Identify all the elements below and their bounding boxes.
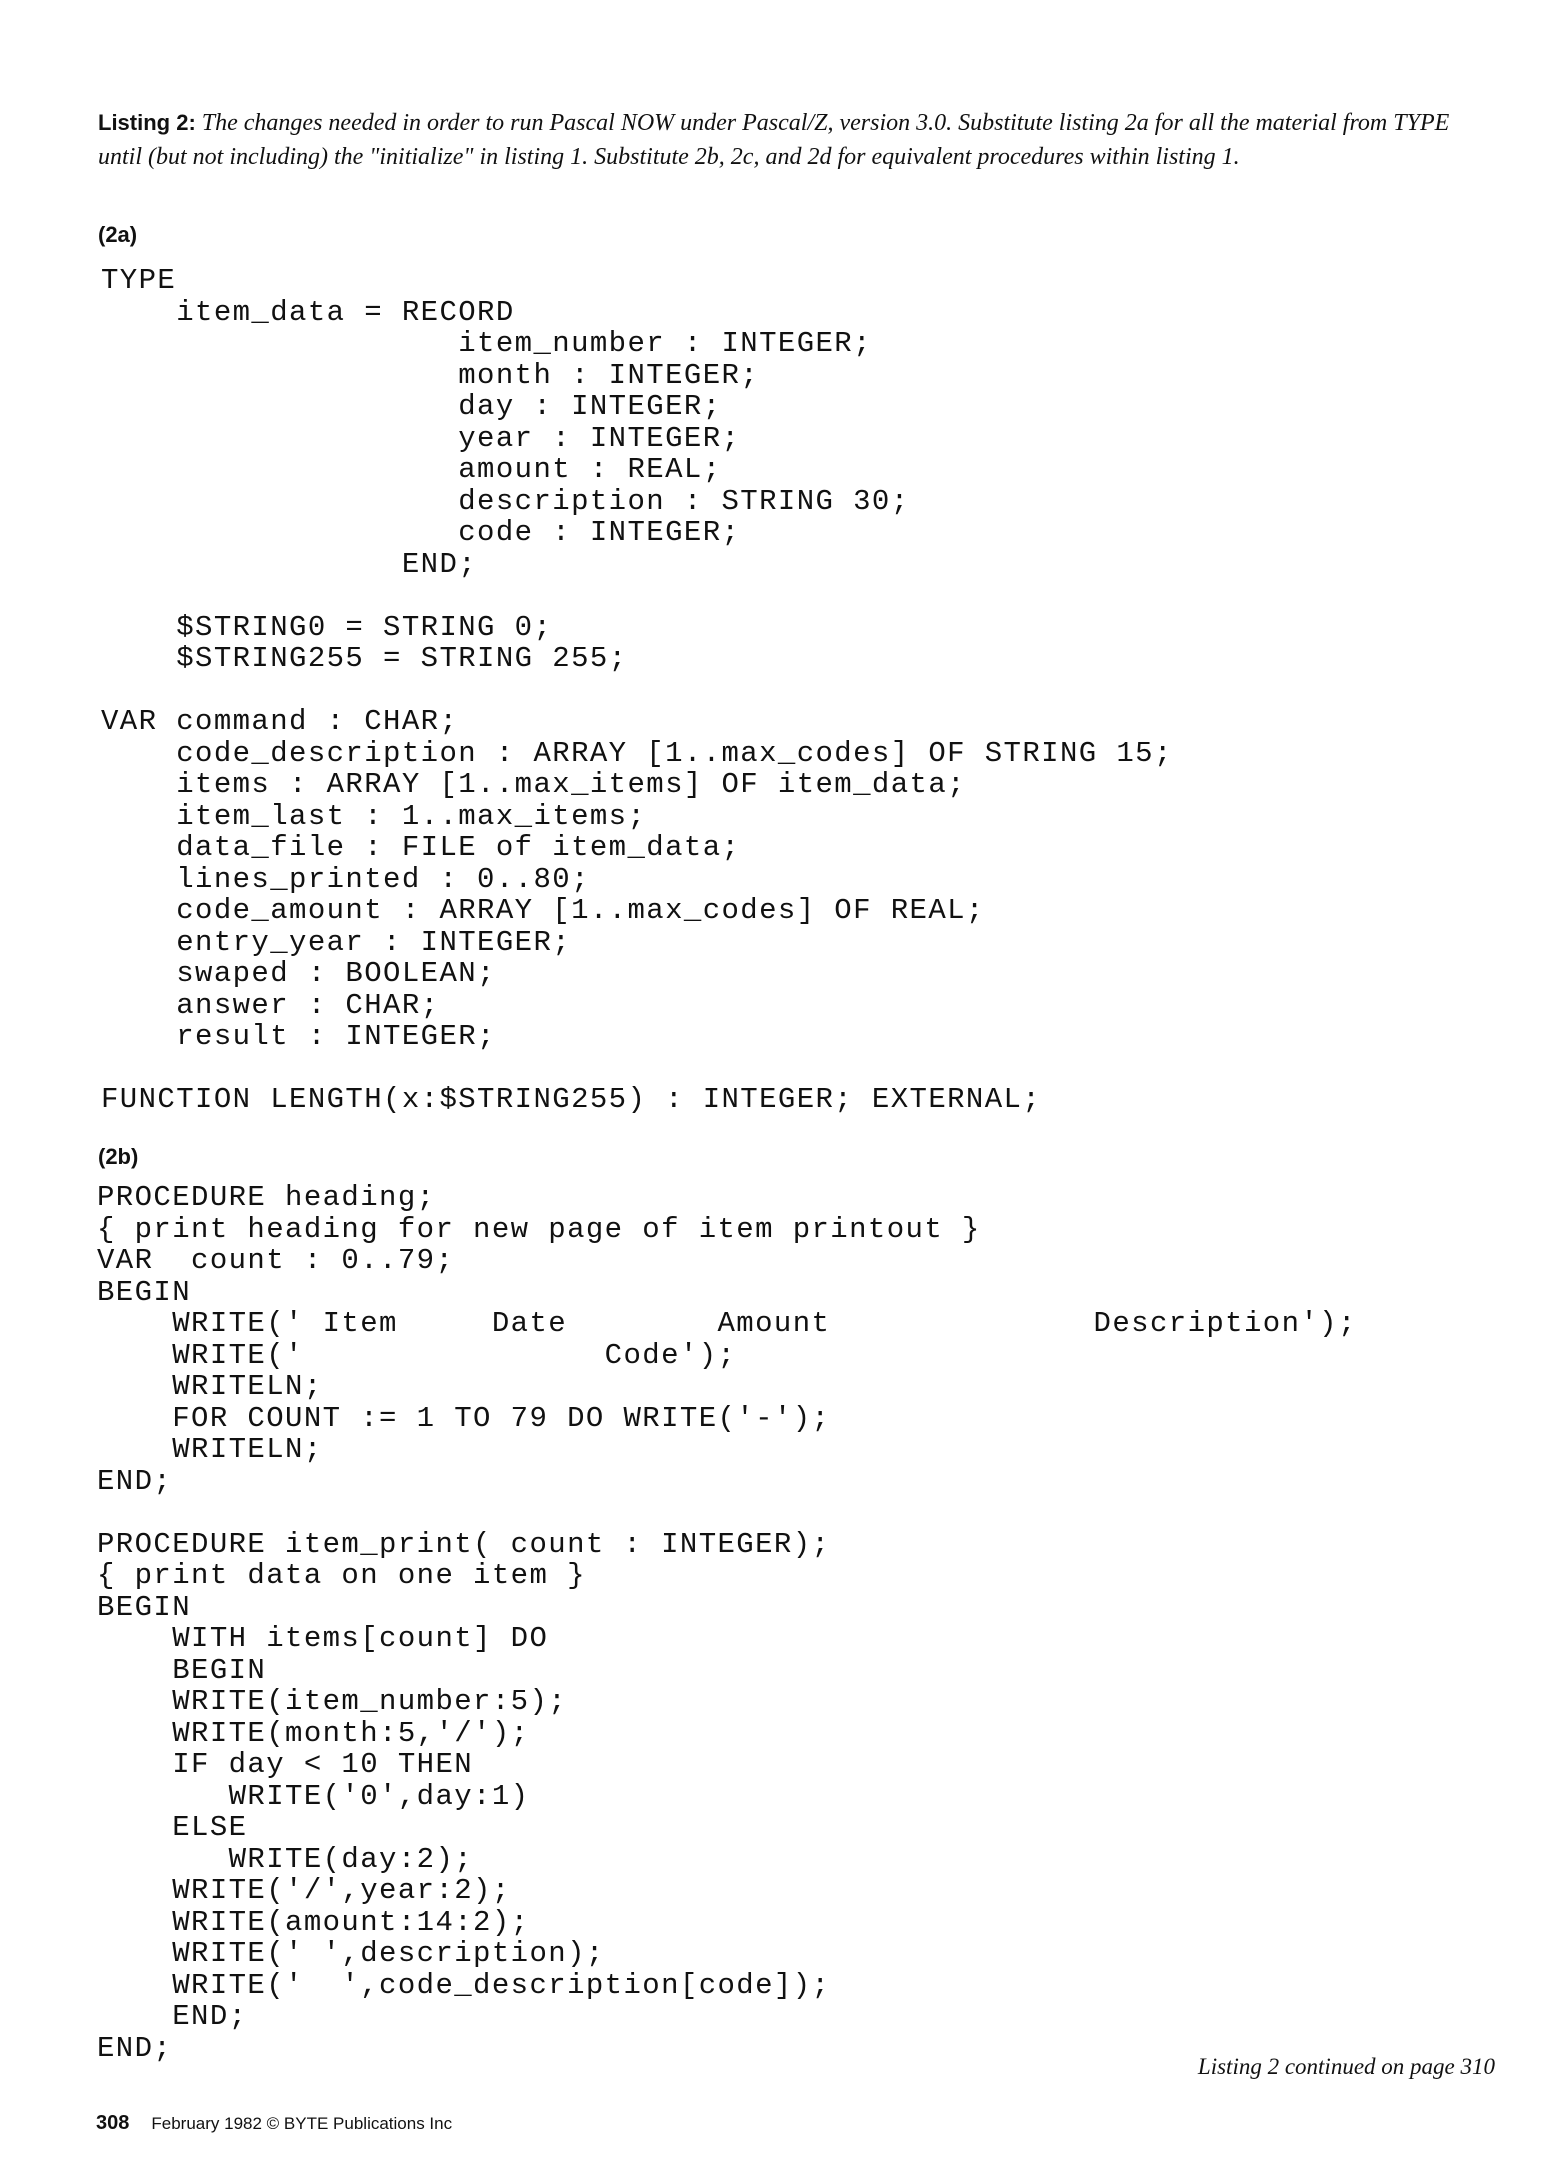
code-line: description : STRING 30;: [101, 484, 910, 518]
code-line: $STRING0 = STRING 0;: [101, 610, 553, 644]
code-line: END;: [101, 547, 478, 581]
code-line: IF day < 10 THEN: [97, 1748, 474, 1781]
footer-text: February 1982 © BYTE Publications Inc: [151, 2114, 453, 2133]
code-line: WRITE(amount:14:2);: [97, 1905, 530, 1939]
code-line: BEGIN: [97, 1590, 192, 1624]
section-label-2b: (2b): [98, 1144, 139, 1169]
code-line: PROCEDURE item_print( count : INTEGER);: [97, 1527, 831, 1561]
code-line: item_last : 1..max_items;: [101, 799, 647, 833]
code-line: BEGIN: [97, 1275, 192, 1309]
code-line: $STRING255 = STRING 255;: [101, 642, 628, 675]
code-line: { print data on one item }: [97, 1559, 586, 1592]
listing-caption: [98, 106, 1493, 174]
code-line: lines_printed : 0..80;: [101, 862, 590, 896]
code-line: WRITELN;: [97, 1370, 323, 1403]
code-line: FUNCTION LENGTH(x:$STRING255) : INTEGER; EXTERNAL;: [101, 1083, 1042, 1116]
code-line: WRITE(day:2);: [97, 1842, 474, 1876]
code-line: swaped : BOOLEAN;: [101, 957, 496, 990]
caption-lead: Listing 2:: [98, 110, 196, 135]
code-line: WRITE(' Item Date Amount Description');: [97, 1307, 1357, 1340]
code-line: amount : REAL;: [101, 453, 722, 486]
code-line: WRITE(month:5,'/');: [97, 1716, 530, 1750]
page-footer: [96, 2112, 452, 2135]
code-line: WRITELN;: [97, 1433, 323, 1466]
code-line: VAR count : 0..79;: [97, 1244, 455, 1277]
page-number: 308: [96, 2112, 130, 2134]
code-line: { print heading for new page of item printout }: [97, 1212, 981, 1246]
code-line: month : INTEGER;: [101, 358, 760, 392]
section-label-2a: (2a): [98, 222, 138, 247]
code-line: WRITE(' ',description);: [97, 1937, 605, 1970]
continued-note: Listing 2 continued on page 310: [1197, 2054, 1495, 2079]
code-line: END;: [97, 2000, 248, 2033]
code-line: entry_year : INTEGER;: [101, 925, 572, 959]
code-line: code_amount : ARRAY [1..max_codes] OF REAL;: [101, 894, 985, 927]
code-line: FOR COUNT := 1 TO 79 DO WRITE('-');: [97, 1401, 831, 1435]
caption-text: The changes needed in order to run Pascal NOW under Pascal/Z, version 3.0. Substitute listing 2a for all the material from TYPE until (but not including) the "initialize" in listing 1. Substitute 2b, 2c, and 2d for equivalent procedures within listing 1.: [98, 110, 1450, 170]
code-line: items : ARRAY [1..max_items] OF item_data;: [101, 768, 966, 801]
code-line: WRITE('/',year:2);: [97, 1874, 511, 1907]
code-listing-2a: [101, 265, 1173, 1116]
code-line: answer : CHAR;: [101, 988, 440, 1022]
code-line: code : INTEGER;: [101, 516, 741, 549]
code-line: VAR command : CHAR;: [101, 705, 459, 738]
code-line: WRITE(item_number:5);: [97, 1685, 568, 1718]
code-line: year : INTEGER;: [101, 421, 741, 455]
code-line: TYPE: [101, 264, 177, 297]
code-line: result : INTEGER;: [101, 1020, 496, 1053]
code-line: day : INTEGER;: [101, 390, 722, 423]
code-line: code_description : ARRAY [1..max_codes] OF STRING 15;: [101, 736, 1173, 770]
code-line: PROCEDURE heading;: [97, 1181, 436, 1214]
code-line: BEGIN: [97, 1653, 267, 1687]
code-line: WITH items[count] DO: [97, 1622, 549, 1655]
code-listing-2b: [97, 1182, 1357, 2064]
code-line: WRITE(' Code');: [97, 1338, 737, 1372]
code-line: data_file : FILE of item_data;: [101, 831, 741, 864]
code-line: ELSE: [97, 1811, 248, 1844]
code-line: item_data = RECORD: [101, 295, 515, 329]
code-line: WRITE('0',day:1): [97, 1779, 530, 1813]
code-line: WRITE(' ',code_description[code]);: [97, 1968, 831, 2002]
code-line: END;: [97, 2031, 173, 2065]
code-line: item_number : INTEGER;: [101, 327, 872, 360]
code-line: END;: [97, 1464, 173, 1498]
